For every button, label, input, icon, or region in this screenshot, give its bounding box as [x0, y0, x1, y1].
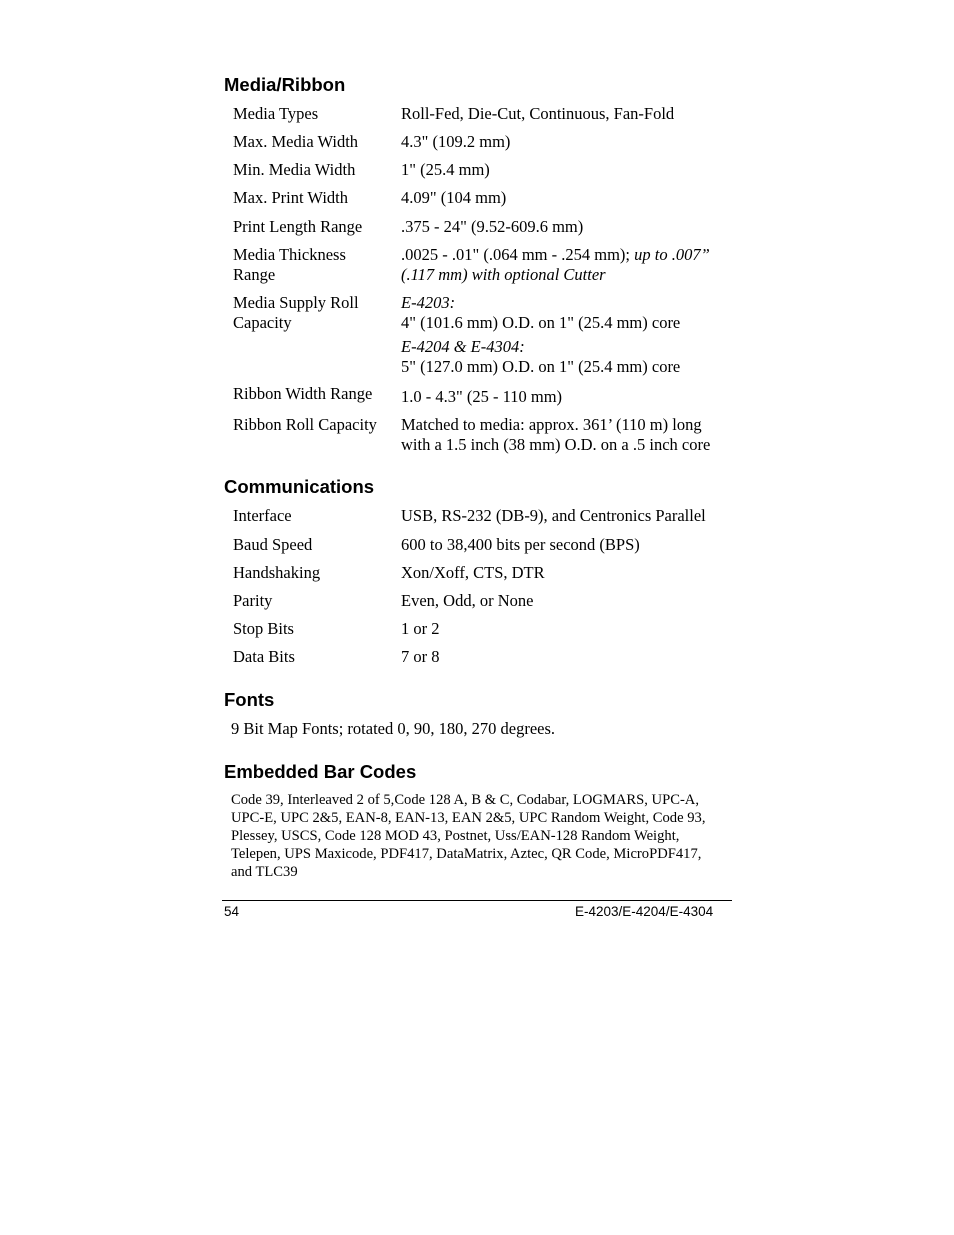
barcodes-heading: Embedded Bar Codes	[224, 761, 417, 782]
barcodes-line: Plessey, USCS, Code 128 MOD 43, Postnet, Uss/EAN-128 Random Weight,	[231, 828, 680, 844]
spec-value-text: with a 1.5 inch (38 mm) O.D. on a .5 inch core	[401, 435, 711, 454]
barcodes-list	[231, 791, 731, 881]
spec-label: Data Bits	[233, 647, 295, 666]
page-number: 54	[224, 904, 240, 919]
cutter-note: up to .007”	[634, 245, 710, 264]
barcodes-line: Code 39, Interleaved 2 of 5,Code 128 A, B & C, Codabar, LOGMARS, UPC-A,	[231, 792, 699, 808]
spec-value: Roll-Fed, Die-Cut, Continuous, Fan-Fold	[401, 104, 675, 123]
barcodes-line: Telepen, UPS Maxicode, PDF417, DataMatrix, Aztec, QR Code, MicroPDF417,	[231, 846, 702, 862]
fonts-heading: Fonts	[224, 689, 275, 710]
spec-value: 4.09" (104 mm)	[401, 188, 507, 207]
spec-label: Ribbon Width Range	[233, 384, 373, 403]
communications-heading: Communications	[224, 476, 375, 497]
spec-label: Media Types	[233, 104, 319, 123]
spec-value: Even, Odd, or None	[401, 591, 534, 610]
model-label: E-4204 & E-4304:	[401, 337, 525, 356]
spec-value-text: 5" (127.0 mm) O.D. on 1" (25.4 mm) core	[401, 357, 681, 376]
spec-label	[233, 293, 393, 333]
spec-value-text: 4" (101.6 mm) O.D. on 1" (25.4 mm) core	[401, 313, 681, 332]
spec-label	[233, 245, 393, 285]
spec-label: Interface	[233, 506, 292, 525]
spec-label: Parity	[233, 591, 273, 610]
spec-value	[401, 293, 731, 377]
spec-value	[401, 415, 731, 455]
spec-value: 1 or 2	[401, 619, 440, 638]
footer-rule	[222, 900, 732, 901]
spec-value: 1" (25.4 mm)	[401, 160, 490, 179]
spec-label: Stop Bits	[233, 619, 294, 638]
spec-value: USB, RS-232 (DB-9), and Centronics Parallel	[401, 506, 706, 525]
spec-value: 4.3" (109.2 mm)	[401, 132, 511, 151]
spec-label: Baud Speed	[233, 535, 313, 554]
spec-label: Max. Print Width	[233, 188, 348, 207]
spec-label: Max. Media Width	[233, 132, 359, 151]
spec-value: 1.0 - 4.3" (25 - 110 mm)	[401, 387, 563, 406]
spec-value: 600 to 38,400 bits per second (BPS)	[401, 535, 640, 554]
spec-value-text: .0025 - .01" (.064 mm - .254 mm);	[401, 245, 635, 264]
spec-value: .375 - 24" (9.52-609.6 mm)	[401, 217, 584, 236]
spec-label-line: Media Thickness	[233, 245, 346, 264]
spec-label-line: Capacity	[233, 313, 292, 332]
spec-label: Handshaking	[233, 563, 321, 582]
spec-label: Ribbon Roll Capacity	[233, 415, 377, 434]
barcodes-line: and TLC39	[231, 864, 298, 880]
fonts-text: 9 Bit Map Fonts; rotated 0, 90, 180, 270 degrees.	[231, 719, 556, 738]
spec-label: Min. Media Width	[233, 160, 356, 179]
spec-value-text: Matched to media: approx. 361’ (110 m) long	[401, 415, 702, 434]
spec-value	[401, 245, 731, 285]
media-ribbon-heading: Media/Ribbon	[224, 74, 346, 95]
spec-label-line: Media Supply Roll	[233, 293, 359, 312]
cutter-note-cont: (.117 mm) with optional Cutter	[401, 265, 606, 284]
spec-value: 7 or 8	[401, 647, 440, 666]
footer-models: E-4203/E-4204/E-4304	[575, 904, 714, 919]
spec-value: Xon/Xoff, CTS, DTR	[401, 563, 545, 582]
spec-label-line: Range	[233, 265, 276, 284]
model-label: E-4203:	[401, 293, 456, 312]
barcodes-line: UPC-E, UPC 2&5, EAN-8, EAN-13, EAN 2&5, UPC Random Weight, Code 93,	[231, 810, 706, 826]
spec-label: Print Length Range	[233, 217, 363, 236]
